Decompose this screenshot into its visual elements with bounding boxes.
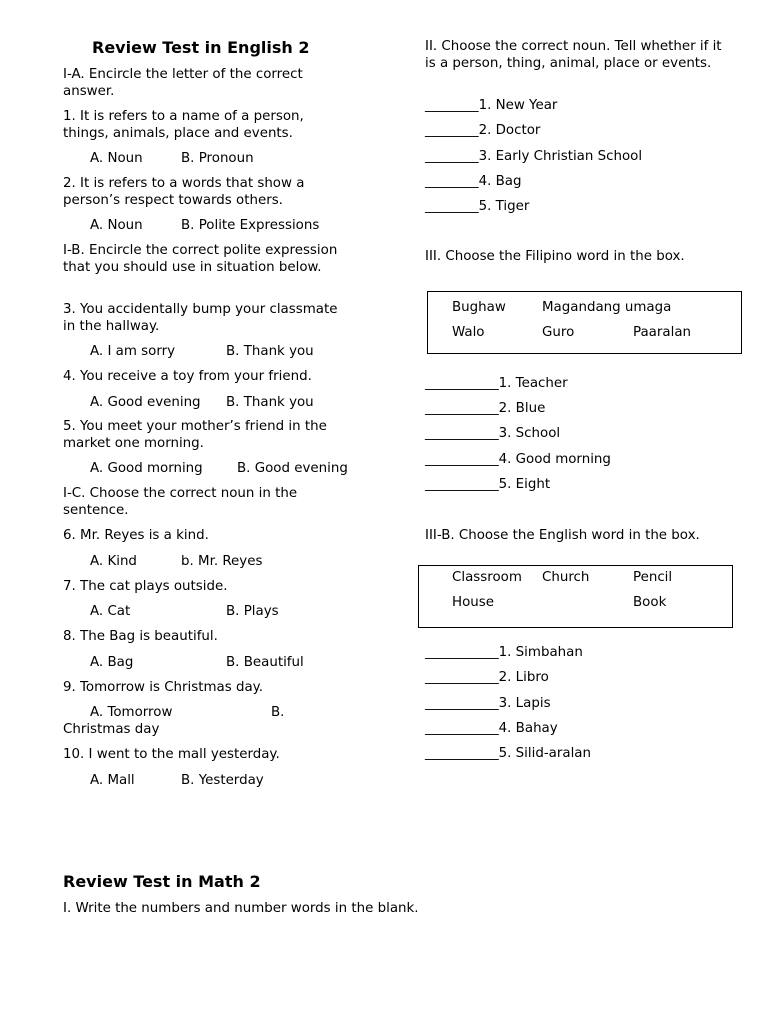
choice-b[interactable]: b. Mr. Reyes xyxy=(181,554,263,569)
part-1c-instruction: I-C. Choose the correct noun in the sentence. xyxy=(63,486,298,518)
question-3: 3. You accidentally bump your classmate in the hallway. xyxy=(63,302,338,334)
english-word-box xyxy=(418,565,733,628)
word-bank-item: House xyxy=(452,595,494,610)
question-10: 10. I went to the mall yesterday. xyxy=(63,747,280,762)
choice-b[interactable]: B. Polite Expressions xyxy=(181,218,320,233)
choice-a[interactable]: A. Tomorrow xyxy=(90,705,173,720)
part-2-item: ________3. Early Christian School xyxy=(425,149,643,164)
math-title: Review Test in Math 2 xyxy=(63,872,261,891)
choice-a[interactable]: A. I am sorry xyxy=(90,344,176,359)
question-9: 9. Tomorrow is Christmas day. xyxy=(63,680,263,695)
choice-b[interactable]: B. Plays xyxy=(226,604,279,619)
part-3b-item: ___________2. Libro xyxy=(425,670,549,685)
part-3-item: ___________5. Eight xyxy=(425,477,551,492)
part-2-item: ________4. Bag xyxy=(425,174,522,189)
word-bank-item: Magandang umaga xyxy=(542,300,672,315)
question-1: 1. It is refers to a name of a person, things, animals, place and events. xyxy=(63,109,304,141)
choice-b[interactable]: B. Pronoun xyxy=(181,151,254,166)
word-bank-item: Book xyxy=(633,595,667,610)
question-2: 2. It is refers to a words that show a person’s respect towards others. xyxy=(63,176,305,208)
word-bank-item: Guro xyxy=(542,325,575,340)
part-3b-instruction: III-B. Choose the English word in the box. xyxy=(425,528,700,543)
part-3-item: ___________1. Teacher xyxy=(425,376,568,391)
part-1b-instruction: I-B. Encircle the correct polite expression that you should use in situation below. xyxy=(63,243,338,275)
part-1a-instruction: I-A. Encircle the letter of the correct answer. xyxy=(63,67,303,99)
math-instruction: I. Write the numbers and number words in the blank. xyxy=(63,901,419,916)
part-3-item: ___________2. Blue xyxy=(425,401,546,416)
choice-b-continued: Christmas day xyxy=(63,722,160,737)
word-bank-item: Pencil xyxy=(633,570,673,585)
choice-a[interactable]: A. Noun xyxy=(90,151,143,166)
word-bank-item: Church xyxy=(542,570,590,585)
part-2-item: ________1. New Year xyxy=(425,98,558,113)
choice-a[interactable]: A. Noun xyxy=(90,218,143,233)
word-bank-item: Walo xyxy=(452,325,485,340)
part-3b-item: ___________1. Simbahan xyxy=(425,645,583,660)
filipino-word-box xyxy=(427,291,742,354)
choice-a[interactable]: A. Kind xyxy=(90,554,137,569)
question-5: 5. You meet your mother’s friend in the market one morning. xyxy=(63,419,327,451)
choice-a[interactable]: A. Good morning xyxy=(90,461,203,476)
question-8: 8. The Bag is beautiful. xyxy=(63,629,218,644)
part-2-instruction: II. Choose the correct noun. Tell whether if it is a person, thing, animal, place or events. xyxy=(425,39,722,71)
question-4: 4. You receive a toy from your friend. xyxy=(63,369,312,384)
english-title: Review Test in English 2 xyxy=(92,38,310,57)
part-3-item: ___________4. Good morning xyxy=(425,452,611,467)
choice-b[interactable]: B. Yesterday xyxy=(181,773,264,788)
question-6: 6. Mr. Reyes is a kind. xyxy=(63,528,209,543)
part-3-item: ___________3. School xyxy=(425,426,561,441)
part-3b-item: ___________4. Bahay xyxy=(425,721,558,736)
word-bank-item: Classroom xyxy=(452,570,522,585)
question-7: 7. The cat plays outside. xyxy=(63,579,228,594)
part-3b-item: ___________3. Lapis xyxy=(425,696,551,711)
word-bank-item: Paaralan xyxy=(633,325,692,340)
part-2-item: ________2. Doctor xyxy=(425,123,541,138)
choice-b[interactable]: B. Beautiful xyxy=(226,655,304,670)
part-3b-item: ___________5. Silid-aralan xyxy=(425,746,592,761)
choice-b[interactable]: B. Good evening xyxy=(237,461,348,476)
choice-a[interactable]: A. Bag xyxy=(90,655,134,670)
choice-b[interactable]: B. Thank you xyxy=(226,344,314,359)
choice-a[interactable]: A. Good evening xyxy=(90,395,201,410)
part-2-item: ________5. Tiger xyxy=(425,199,530,214)
choice-b[interactable]: B. Thank you xyxy=(226,395,314,410)
word-bank-item: Bughaw xyxy=(452,300,506,315)
choice-a[interactable]: A. Mall xyxy=(90,773,135,788)
part-3-instruction: III. Choose the Filipino word in the box. xyxy=(425,249,685,264)
choice-a[interactable]: A. Cat xyxy=(90,604,131,619)
choice-b[interactable]: B. xyxy=(271,705,285,720)
